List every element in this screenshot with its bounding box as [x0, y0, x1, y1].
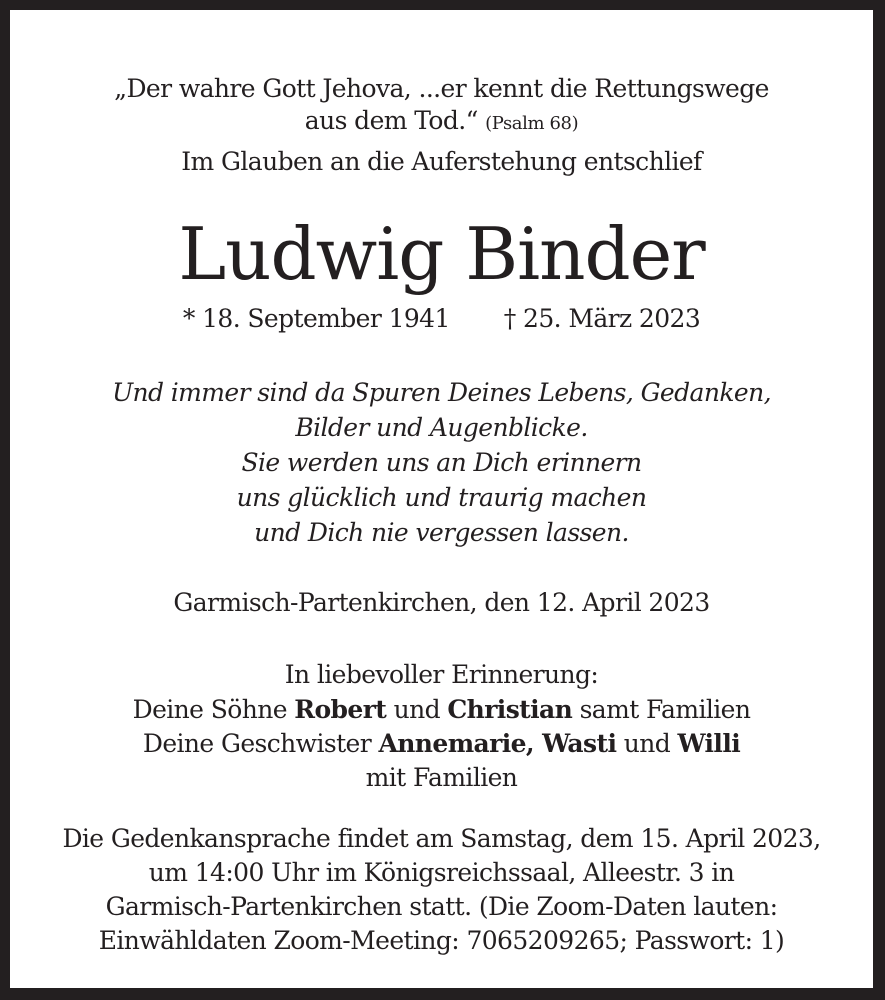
bible-quote-line-2	[10, 108, 873, 133]
poem-line-4: uns glücklich und traurig machen	[236, 483, 647, 512]
service-line-4-zoom-details: Einwähldaten Zoom-Meeting: 7065209265; Passwort: 1)	[98, 926, 785, 955]
conjunction: und	[623, 729, 671, 758]
poem-line-5: und Dich nie vergessen lassen.	[254, 518, 629, 547]
son-name-robert: Robert	[294, 695, 387, 724]
service-line-1: Die Gedenkansprache findet am Samstag, dem 15. April 2023,	[62, 824, 821, 853]
place-and-date: Garmisch-Partenkirchen, den 12. April 2023	[173, 588, 710, 617]
siblings-suffix: mit Familien	[365, 763, 518, 792]
son-name-christian: Christian	[447, 695, 573, 724]
siblings-prefix: Deine Geschwister	[142, 729, 372, 758]
service-line-3: Garmisch-Partenkirchen statt. (Die Zoom-Daten lauten:	[105, 892, 778, 921]
sibling-names: Annemarie, Wasti	[378, 729, 617, 758]
mourners-siblings	[10, 731, 873, 756]
poem-line-3: Sie werden uns an Dich erinnern	[241, 448, 642, 477]
obituary-notice	[10, 10, 873, 988]
intro-text: Im Glauben an die Auferstehung entschlief	[181, 147, 702, 176]
sibling-name-willi: Willi	[677, 729, 741, 758]
death-date: † 25. März 2023	[503, 304, 701, 333]
poem-line-1: Und immer sind da Spuren Deines Lebens, Gedanken,	[112, 378, 771, 407]
bible-quote-line-1: „Der wahre Gott Jehova, ...er kennt die Rettungswege	[114, 74, 769, 103]
sons-suffix: samt Familien	[579, 695, 751, 724]
sons-prefix: Deine Söhne	[132, 695, 287, 724]
conjunction: und	[393, 695, 440, 724]
service-line-2: um 14:00 Uhr im Königsreichssaal, Alleestr. 3 in	[148, 858, 735, 887]
deceased-name: Ludwig Binder	[178, 212, 705, 296]
poem-line-2: Bilder und Augenblicke.	[295, 413, 588, 442]
bible-quote-text: aus dem Tod.“	[304, 106, 478, 135]
birth-date: * 18. September 1941	[182, 304, 450, 333]
mourners-sons	[10, 697, 873, 722]
life-dates	[10, 306, 873, 331]
mourners-heading: In liebevoller Erinnerung:	[284, 660, 599, 689]
bible-quote-source: (Psalm 68)	[485, 113, 579, 134]
